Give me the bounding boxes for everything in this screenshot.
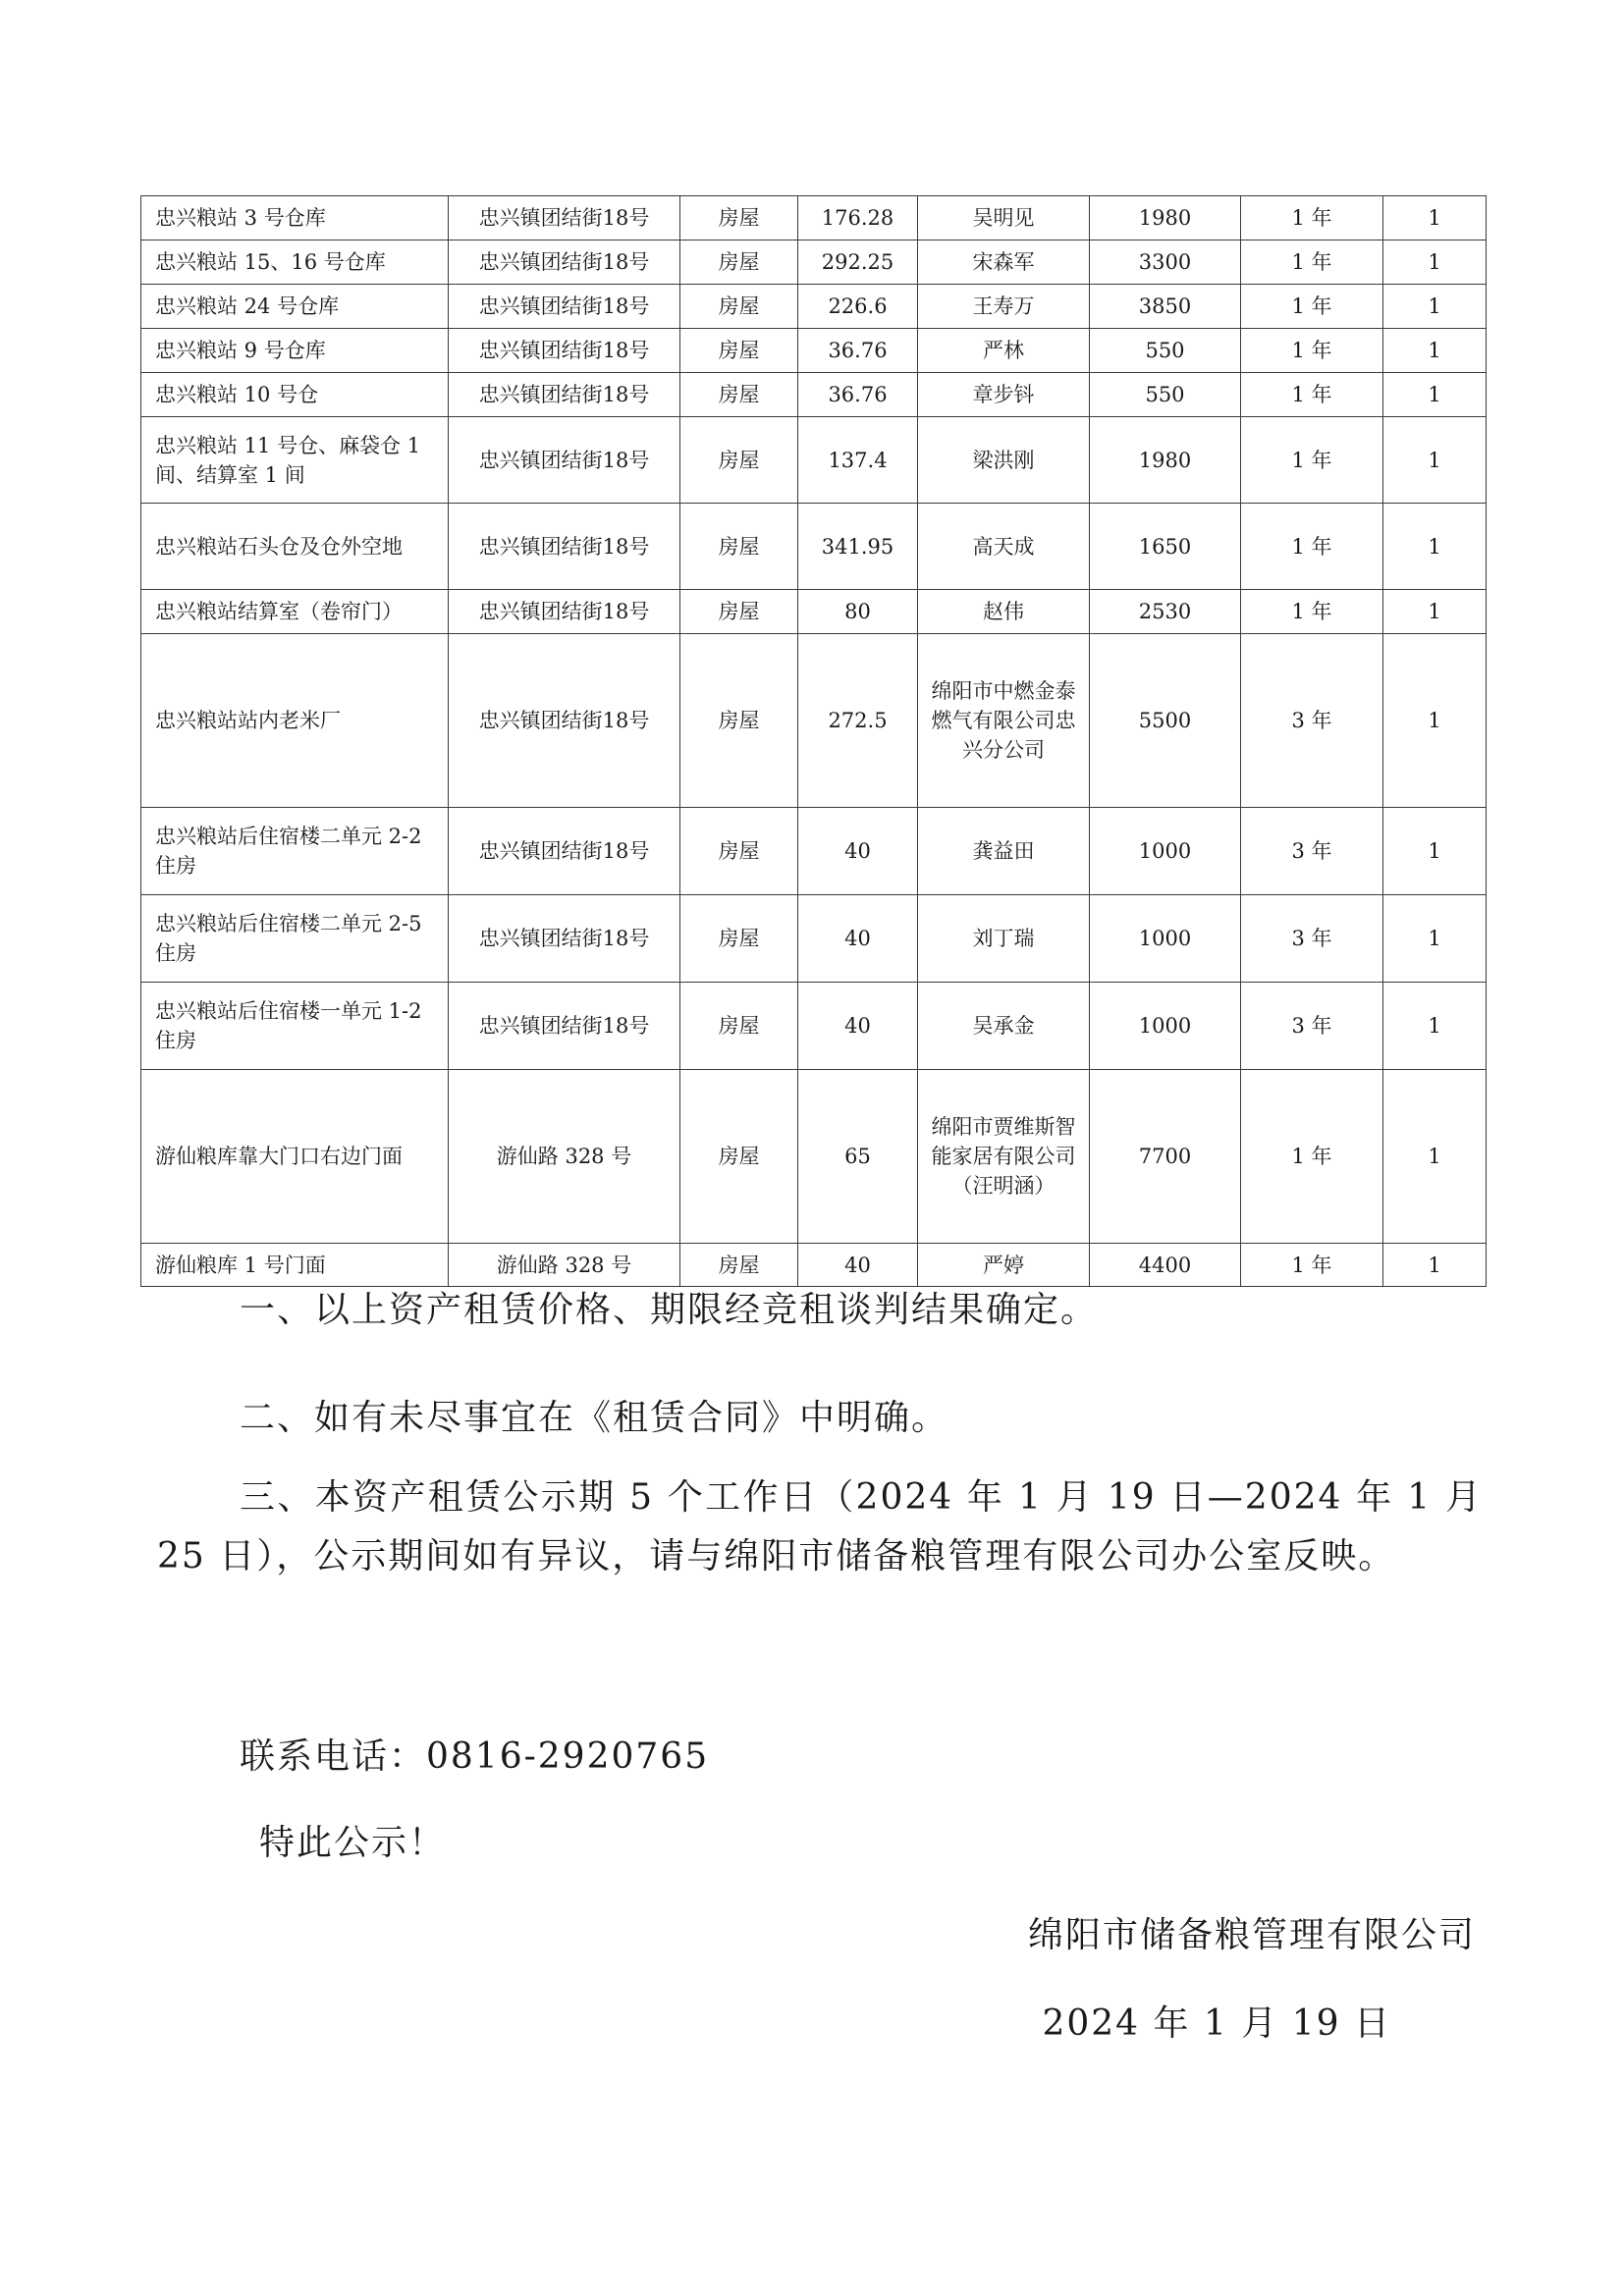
cell-address: 游仙路 328 号 bbox=[449, 1244, 680, 1287]
cell-area: 176.28 bbox=[798, 196, 918, 240]
cell-count: 1 bbox=[1383, 373, 1487, 417]
lease-table bbox=[140, 195, 1487, 1287]
cell-name: 忠兴粮站 15、16 号仓库 bbox=[141, 240, 449, 285]
cell-name: 忠兴粮站 10 号仓 bbox=[141, 373, 449, 417]
cell-area: 65 bbox=[798, 1070, 918, 1244]
cell-count: 1 bbox=[1383, 285, 1487, 329]
table-row bbox=[141, 240, 1487, 285]
cell-count: 1 bbox=[1383, 504, 1487, 590]
cell-address: 游仙路 328 号 bbox=[449, 1070, 680, 1244]
cell-rent: 1000 bbox=[1090, 895, 1241, 983]
cell-address: 忠兴镇团结街18号 bbox=[449, 634, 680, 808]
cell-name: 游仙粮库 1 号门面 bbox=[141, 1244, 449, 1287]
cell-name: 忠兴粮站 3 号仓库 bbox=[141, 196, 449, 240]
contact-phone: 联系电话：0816-2920765 bbox=[240, 1736, 710, 1777]
cell-term: 3 年 bbox=[1241, 983, 1383, 1070]
cell-rent: 1980 bbox=[1090, 417, 1241, 504]
cell-tenant: 王寿万 bbox=[918, 285, 1090, 329]
table-row bbox=[141, 417, 1487, 504]
cell-rent: 7700 bbox=[1090, 1070, 1241, 1244]
cell-address: 忠兴镇团结街18号 bbox=[449, 590, 680, 634]
cell-address: 忠兴镇团结街18号 bbox=[449, 285, 680, 329]
table-row bbox=[141, 983, 1487, 1070]
cell-term: 1 年 bbox=[1241, 196, 1383, 240]
cell-name: 忠兴粮站站内老米厂 bbox=[141, 634, 449, 808]
cell-type: 房屋 bbox=[680, 196, 798, 240]
cell-type: 房屋 bbox=[680, 983, 798, 1070]
cell-term: 3 年 bbox=[1241, 634, 1383, 808]
table-row bbox=[141, 504, 1487, 590]
cell-type: 房屋 bbox=[680, 417, 798, 504]
cell-term: 3 年 bbox=[1241, 895, 1383, 983]
cell-area: 36.76 bbox=[798, 329, 918, 373]
table-row bbox=[141, 808, 1487, 895]
cell-tenant: 高天成 bbox=[918, 504, 1090, 590]
cell-count: 1 bbox=[1383, 983, 1487, 1070]
cell-address: 忠兴镇团结街18号 bbox=[449, 240, 680, 285]
cell-area: 292.25 bbox=[798, 240, 918, 285]
cell-area: 341.95 bbox=[798, 504, 918, 590]
cell-term: 1 年 bbox=[1241, 504, 1383, 590]
cell-name: 忠兴粮站 11 号仓、麻袋仓 1 间、结算室 1 间 bbox=[141, 417, 449, 504]
cell-tenant: 刘丁瑞 bbox=[918, 895, 1090, 983]
cell-area: 226.6 bbox=[798, 285, 918, 329]
cell-count: 1 bbox=[1383, 240, 1487, 285]
cell-rent: 3300 bbox=[1090, 240, 1241, 285]
cell-count: 1 bbox=[1383, 1244, 1487, 1287]
cell-address: 忠兴镇团结街18号 bbox=[449, 417, 680, 504]
cell-area: 40 bbox=[798, 1244, 918, 1287]
cell-term: 3 年 bbox=[1241, 808, 1383, 895]
cell-address: 忠兴镇团结街18号 bbox=[449, 895, 680, 983]
cell-term: 1 年 bbox=[1241, 329, 1383, 373]
cell-rent: 5500 bbox=[1090, 634, 1241, 808]
cell-count: 1 bbox=[1383, 196, 1487, 240]
cell-count: 1 bbox=[1383, 417, 1487, 504]
cell-type: 房屋 bbox=[680, 329, 798, 373]
cell-address: 忠兴镇团结街18号 bbox=[449, 504, 680, 590]
cell-address: 忠兴镇团结街18号 bbox=[449, 196, 680, 240]
cell-rent: 550 bbox=[1090, 373, 1241, 417]
cell-tenant: 赵伟 bbox=[918, 590, 1090, 634]
cell-count: 1 bbox=[1383, 329, 1487, 373]
cell-address: 忠兴镇团结街18号 bbox=[449, 983, 680, 1070]
note-item-1: 一、以上资产租赁价格、期限经竞租谈判结果确定。 bbox=[240, 1290, 1099, 1330]
cell-type: 房屋 bbox=[680, 1244, 798, 1287]
note-item-2: 二、如有未尽事宜在《租赁合同》中明确。 bbox=[240, 1398, 949, 1438]
cell-tenant: 梁洪刚 bbox=[918, 417, 1090, 504]
cell-rent: 4400 bbox=[1090, 1244, 1241, 1287]
cell-term: 1 年 bbox=[1241, 373, 1383, 417]
cell-address: 忠兴镇团结街18号 bbox=[449, 373, 680, 417]
cell-term: 1 年 bbox=[1241, 285, 1383, 329]
closing-text: 特此公示！ bbox=[259, 1823, 447, 1863]
cell-tenant: 绵阳市中燃金泰燃气有限公司忠兴分公司 bbox=[918, 634, 1090, 808]
cell-count: 1 bbox=[1383, 590, 1487, 634]
cell-address: 忠兴镇团结街18号 bbox=[449, 808, 680, 895]
cell-tenant: 章步钭 bbox=[918, 373, 1090, 417]
signature-company: 绵阳市储备粮管理有限公司 bbox=[1027, 1915, 1476, 1955]
table-row bbox=[141, 634, 1487, 808]
table-row bbox=[141, 196, 1487, 240]
table-row bbox=[141, 590, 1487, 634]
cell-area: 40 bbox=[798, 983, 918, 1070]
table-row bbox=[141, 329, 1487, 373]
table-row bbox=[141, 373, 1487, 417]
cell-name: 忠兴粮站后住宿楼二单元 2-5 住房 bbox=[141, 895, 449, 983]
cell-type: 房屋 bbox=[680, 240, 798, 285]
cell-name: 忠兴粮站石头仓及仓外空地 bbox=[141, 504, 449, 590]
cell-tenant: 龚益田 bbox=[918, 808, 1090, 895]
cell-tenant: 绵阳市贾维斯智能家居有限公司（汪明涵） bbox=[918, 1070, 1090, 1244]
table-row bbox=[141, 1070, 1487, 1244]
cell-term: 1 年 bbox=[1241, 240, 1383, 285]
cell-term: 1 年 bbox=[1241, 590, 1383, 634]
cell-term: 1 年 bbox=[1241, 1070, 1383, 1244]
cell-area: 40 bbox=[798, 895, 918, 983]
cell-area: 272.5 bbox=[798, 634, 918, 808]
cell-name: 忠兴粮站后住宿楼二单元 2-2 住房 bbox=[141, 808, 449, 895]
cell-count: 1 bbox=[1383, 808, 1487, 895]
cell-name: 忠兴粮站结算室（卷帘门） bbox=[141, 590, 449, 634]
cell-count: 1 bbox=[1383, 1070, 1487, 1244]
signature-date: 2024 年 1 月 19 日 bbox=[1042, 2003, 1391, 2044]
cell-tenant: 吴承金 bbox=[918, 983, 1090, 1070]
cell-rent: 1000 bbox=[1090, 983, 1241, 1070]
cell-name: 忠兴粮站后住宿楼一单元 1-2 住房 bbox=[141, 983, 449, 1070]
cell-type: 房屋 bbox=[680, 808, 798, 895]
cell-tenant: 吴明见 bbox=[918, 196, 1090, 240]
cell-count: 1 bbox=[1383, 634, 1487, 808]
cell-rent: 1980 bbox=[1090, 196, 1241, 240]
cell-area: 36.76 bbox=[798, 373, 918, 417]
cell-type: 房屋 bbox=[680, 895, 798, 983]
cell-type: 房屋 bbox=[680, 504, 798, 590]
cell-tenant: 宋森军 bbox=[918, 240, 1090, 285]
cell-name: 忠兴粮站 9 号仓库 bbox=[141, 329, 449, 373]
table-row bbox=[141, 285, 1487, 329]
cell-area: 40 bbox=[798, 808, 918, 895]
cell-type: 房屋 bbox=[680, 285, 798, 329]
lease-table-body bbox=[141, 196, 1487, 1287]
cell-rent: 3850 bbox=[1090, 285, 1241, 329]
cell-count: 1 bbox=[1383, 895, 1487, 983]
cell-rent: 1650 bbox=[1090, 504, 1241, 590]
cell-type: 房屋 bbox=[680, 590, 798, 634]
cell-term: 1 年 bbox=[1241, 1244, 1383, 1287]
cell-name: 忠兴粮站 24 号仓库 bbox=[141, 285, 449, 329]
cell-type: 房屋 bbox=[680, 373, 798, 417]
cell-tenant: 严婷 bbox=[918, 1244, 1090, 1287]
note-item-3: 三、本资产租赁公示期 5 个工作日（2024 年 1 月 19 日—2024 年 1 月 25 日），公示期间如有异议，请与绵阳市储备粮管理有限公司办公室反映。 bbox=[157, 1477, 1483, 1576]
cell-tenant: 严林 bbox=[918, 329, 1090, 373]
cell-area: 80 bbox=[798, 590, 918, 634]
cell-rent: 2530 bbox=[1090, 590, 1241, 634]
cell-rent: 1000 bbox=[1090, 808, 1241, 895]
cell-address: 忠兴镇团结街18号 bbox=[449, 329, 680, 373]
cell-rent: 550 bbox=[1090, 329, 1241, 373]
cell-type: 房屋 bbox=[680, 634, 798, 808]
cell-name: 游仙粮库靠大门口右边门面 bbox=[141, 1070, 449, 1244]
cell-area: 137.4 bbox=[798, 417, 918, 504]
cell-type: 房屋 bbox=[680, 1070, 798, 1244]
table-row bbox=[141, 895, 1487, 983]
table-row bbox=[141, 1244, 1487, 1287]
cell-term: 1 年 bbox=[1241, 417, 1383, 504]
